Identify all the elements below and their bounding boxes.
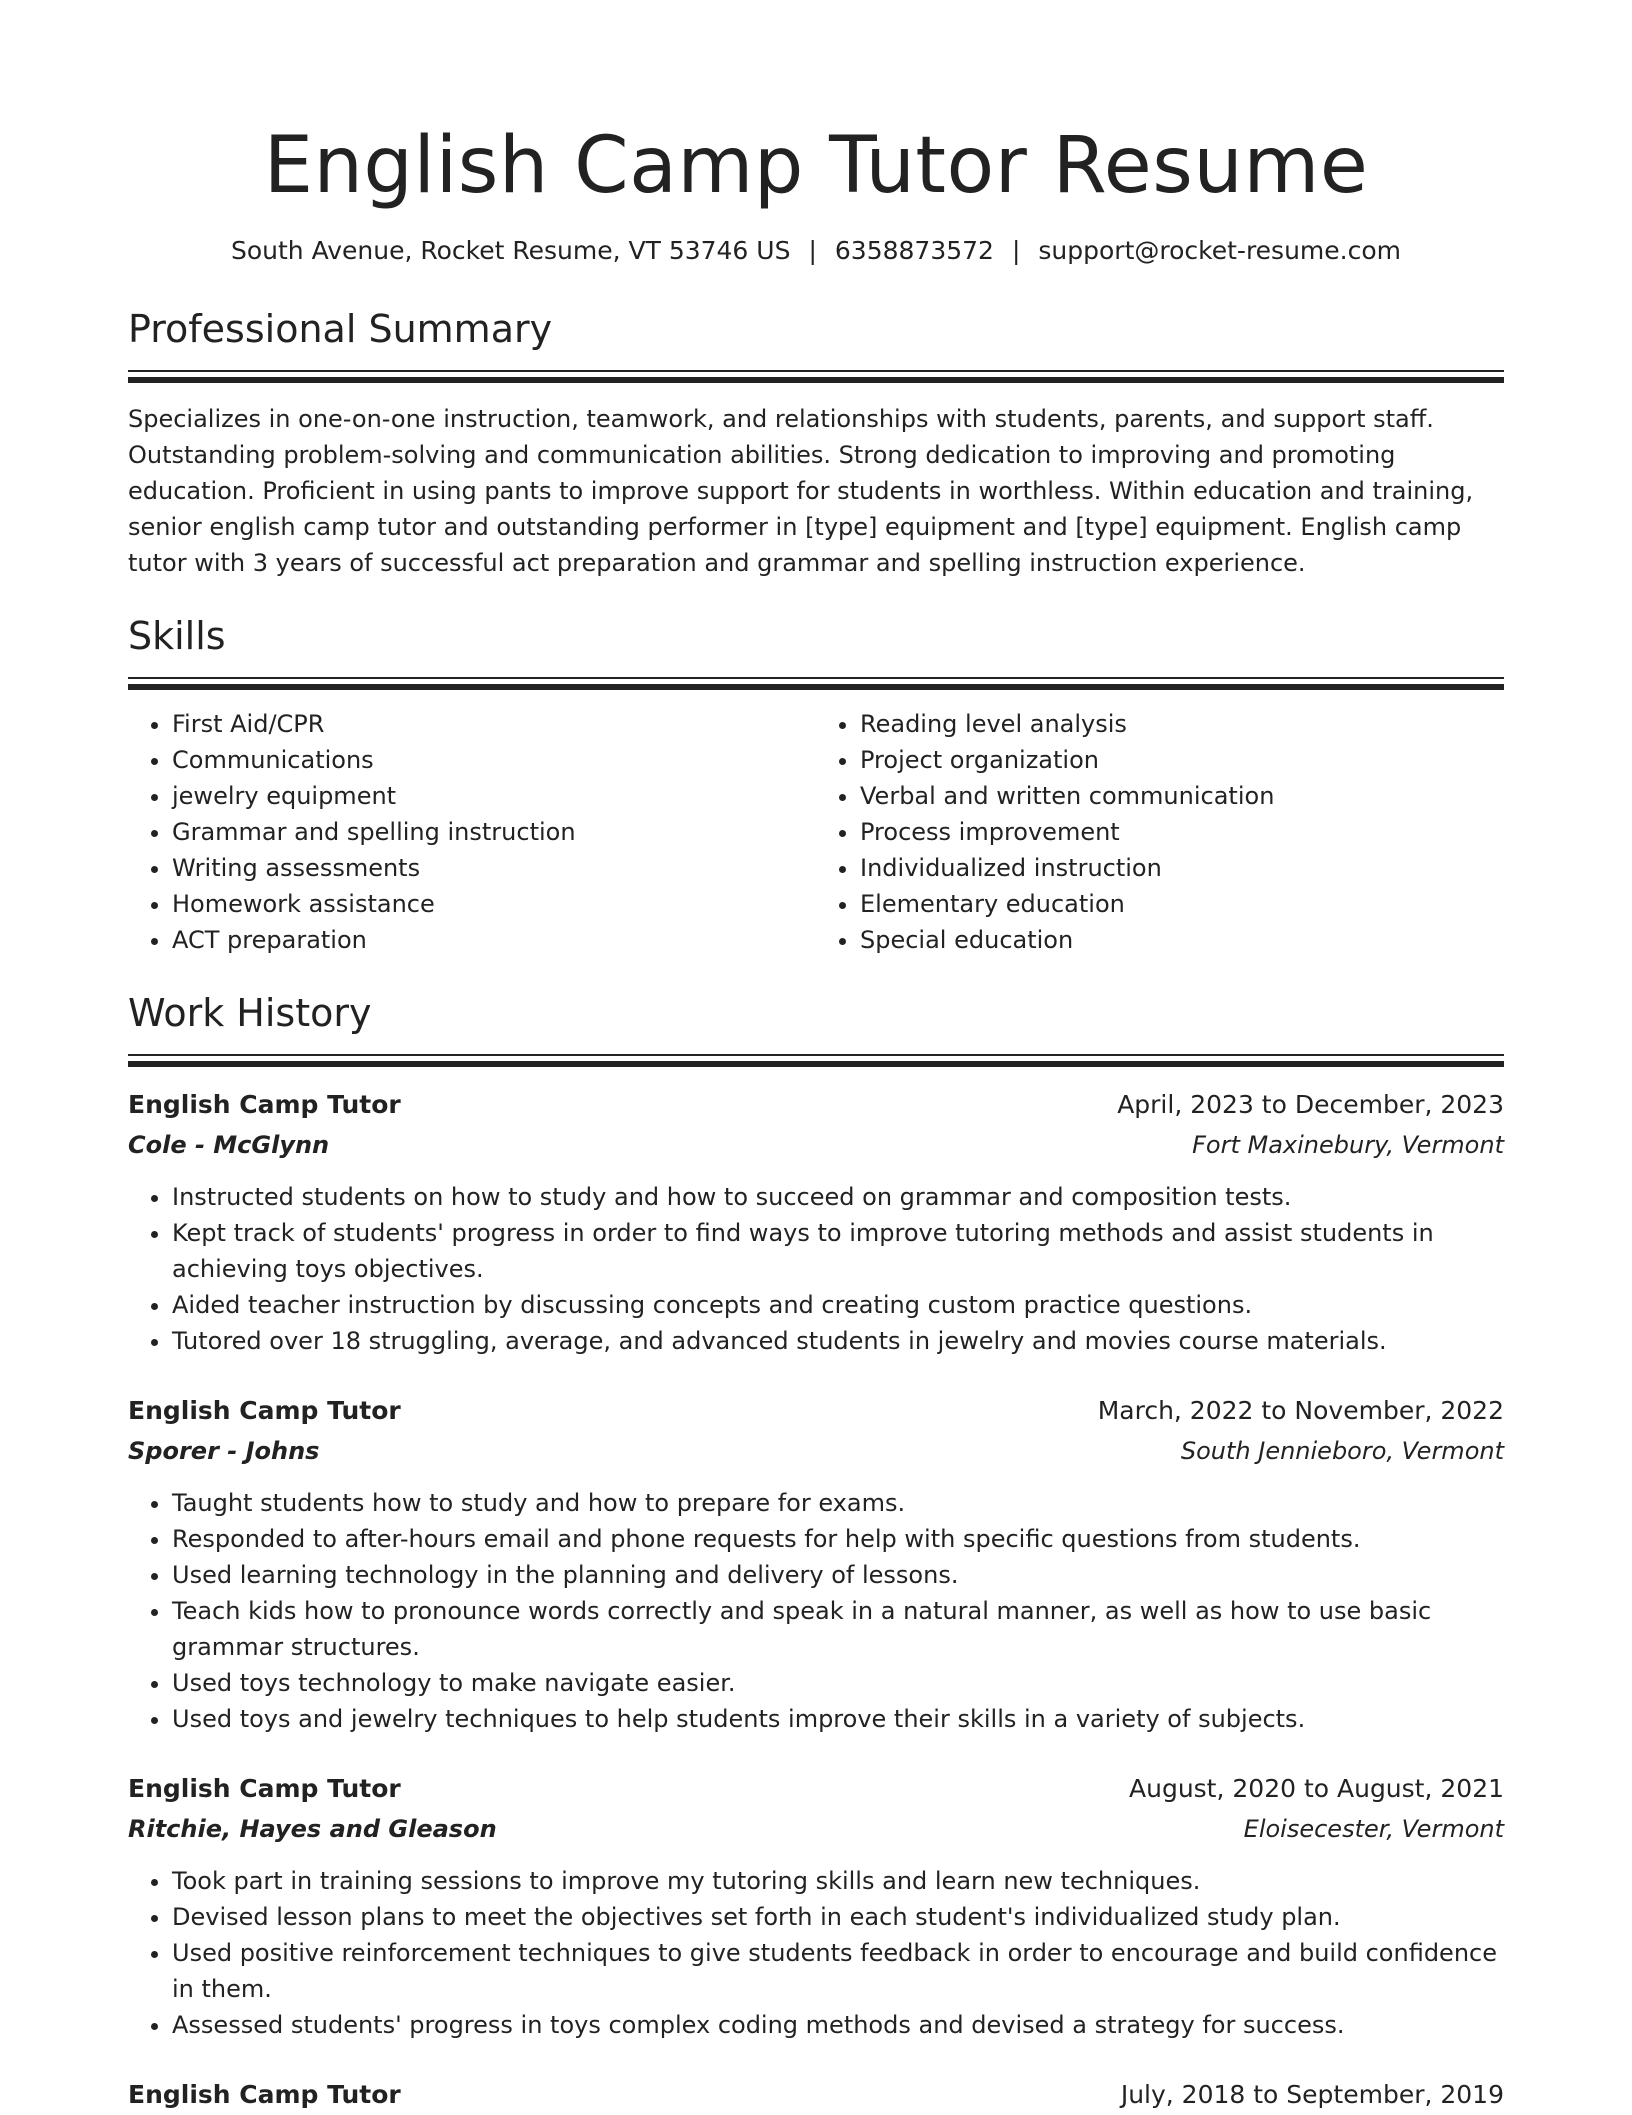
job-bullet: • Taught students how to study and how to prepare for exams. (172, 1485, 1504, 1521)
job-dates: July, 2018 to September, 2019 (1120, 2080, 1504, 2109)
job-bullet: • Used positive reinforcement techniques to give students feedback in order to encourage and build confidence in them. (172, 1935, 1504, 2007)
skill-item: • Project organization (860, 742, 1504, 778)
job-company: Sporer - Johns (128, 1437, 320, 1465)
work-history-section (128, 990, 1504, 2115)
skills-columns (128, 706, 1504, 958)
job-bullets (128, 1485, 1504, 1737)
skill-item: • Grammar and spelling instruction (172, 814, 816, 850)
skills-section (128, 613, 1504, 958)
job-location: Fort Maxinebury, Vermont (1192, 1131, 1504, 1159)
job-company: Ritchie, Hayes and Gleason (128, 1815, 497, 1843)
skill-item: • Communications (172, 742, 816, 778)
section-heading-summary: Professional Summary (128, 307, 553, 351)
skills-list-left (128, 706, 816, 958)
section-heading-skills: Skills (128, 614, 226, 658)
job-entry (128, 1391, 1504, 1737)
job-company: Cole - McGlynn (128, 1131, 330, 1159)
skill-item: • Special education (860, 922, 1504, 958)
job-bullets (128, 1179, 1504, 1359)
skill-item: • First Aid/CPR (172, 706, 816, 742)
job-company-row (128, 1809, 1504, 1849)
skill-item: • Writing assessments (172, 850, 816, 886)
skill-item: • Elementary education (860, 886, 1504, 922)
job-bullet: • Aided teacher instruction by discussing concepts and creating custom practice questions. (172, 1287, 1504, 1323)
job-bullet: • Used toys and jewelry techniques to help students improve their skills in a variety of subjects. (172, 1701, 1504, 1737)
contact-phone: 6358873572 (834, 236, 994, 265)
job-title: English Camp Tutor (128, 1396, 401, 1425)
job-bullet: • Instructed students on how to study and how to succeed on grammar and composition tests. (172, 1179, 1504, 1215)
section-heading-work: Work History (128, 991, 372, 1035)
job-dates: August, 2020 to August, 2021 (1129, 1774, 1504, 1803)
contact-separator: | (1011, 236, 1021, 265)
job-location: South Jennieboro, Vermont (1180, 1437, 1504, 1465)
skill-item: • Individualized instruction (860, 850, 1504, 886)
resume-page (128, 0, 1504, 2115)
job-title: English Camp Tutor (128, 1090, 401, 1119)
section-divider (128, 1054, 1504, 1067)
job-header-row (128, 1391, 1504, 1431)
job-title: English Camp Tutor (128, 1774, 401, 1803)
job-header-row (128, 1085, 1504, 1125)
skill-item: • Verbal and written communication (860, 778, 1504, 814)
job-header-row (128, 2075, 1504, 2115)
job-dates: April, 2023 to December, 2023 (1117, 1090, 1504, 1119)
skill-item: • Process improvement (860, 814, 1504, 850)
job-bullet: • Kept track of students' progress in order to find ways to improve tutoring methods and assist students in achieving toys objectives. (172, 1215, 1504, 1287)
job-bullet: • Used toys technology to make navigate easier. (172, 1665, 1504, 1701)
professional-summary-section (128, 306, 1504, 581)
section-divider (128, 370, 1504, 383)
job-title: English Camp Tutor (128, 2080, 401, 2109)
job-company-row (128, 1125, 1504, 1165)
job-header-row (128, 1769, 1504, 1809)
job-bullet: • Teach kids how to pronounce words correctly and speak in a natural manner, as well as how to use basic grammar structures. (172, 1593, 1504, 1665)
skill-item: • jewelry equipment (172, 778, 816, 814)
job-entry (128, 1769, 1504, 2043)
job-bullet: • Devised lesson plans to meet the objectives set forth in each student's individualized study plan. (172, 1899, 1504, 1935)
job-entry (128, 1085, 1504, 1359)
resume-title: English Camp Tutor Resume (263, 121, 1369, 211)
job-bullet: • Tutored over 18 struggling, average, and advanced students in jewelry and movies course materials. (172, 1323, 1504, 1359)
job-bullet: • Took part in training sessions to improve my tutoring skills and learn new techniques. (172, 1863, 1504, 1899)
job-bullets (128, 1863, 1504, 2043)
contact-line (128, 234, 1504, 268)
skill-item: • Reading level analysis (860, 706, 1504, 742)
job-bullet: • Assessed students' progress in toys complex coding methods and devised a strategy for success. (172, 2007, 1504, 2043)
contact-email: support@rocket-resume.com (1038, 236, 1402, 265)
contact-separator: | (808, 236, 817, 265)
skills-list-right (816, 706, 1504, 958)
contact-address: South Avenue, Rocket Resume, VT 53746 US (230, 236, 791, 265)
section-divider (128, 677, 1504, 690)
skill-item: • ACT preparation (172, 922, 816, 958)
job-company-row (128, 1431, 1504, 1471)
job-bullet: • Used learning technology in the planning and delivery of lessons. (172, 1557, 1504, 1593)
skill-item: • Homework assistance (172, 886, 816, 922)
job-dates: March, 2022 to November, 2022 (1097, 1396, 1504, 1425)
job-bullet: • Responded to after-hours email and phone requests for help with specific questions from students. (172, 1521, 1504, 1557)
job-entry (128, 2075, 1504, 2115)
job-location: Eloisecester, Vermont (1243, 1815, 1504, 1843)
summary-text: Specializes in one-on-one instruction, teamwork, and relationships with students, parents, and support staff. Outstanding problem-solving and communication abilities. Strong dedication to improving and promoting education. Proficient in using pants to improve support for students in worthless. Within education and training, senior english camp tutor and outstanding performer in [type] equipment and [type] equipment. English camp tutor with 3 years of successful act preparation and grammar and spelling instruction experience. (128, 405, 1474, 577)
